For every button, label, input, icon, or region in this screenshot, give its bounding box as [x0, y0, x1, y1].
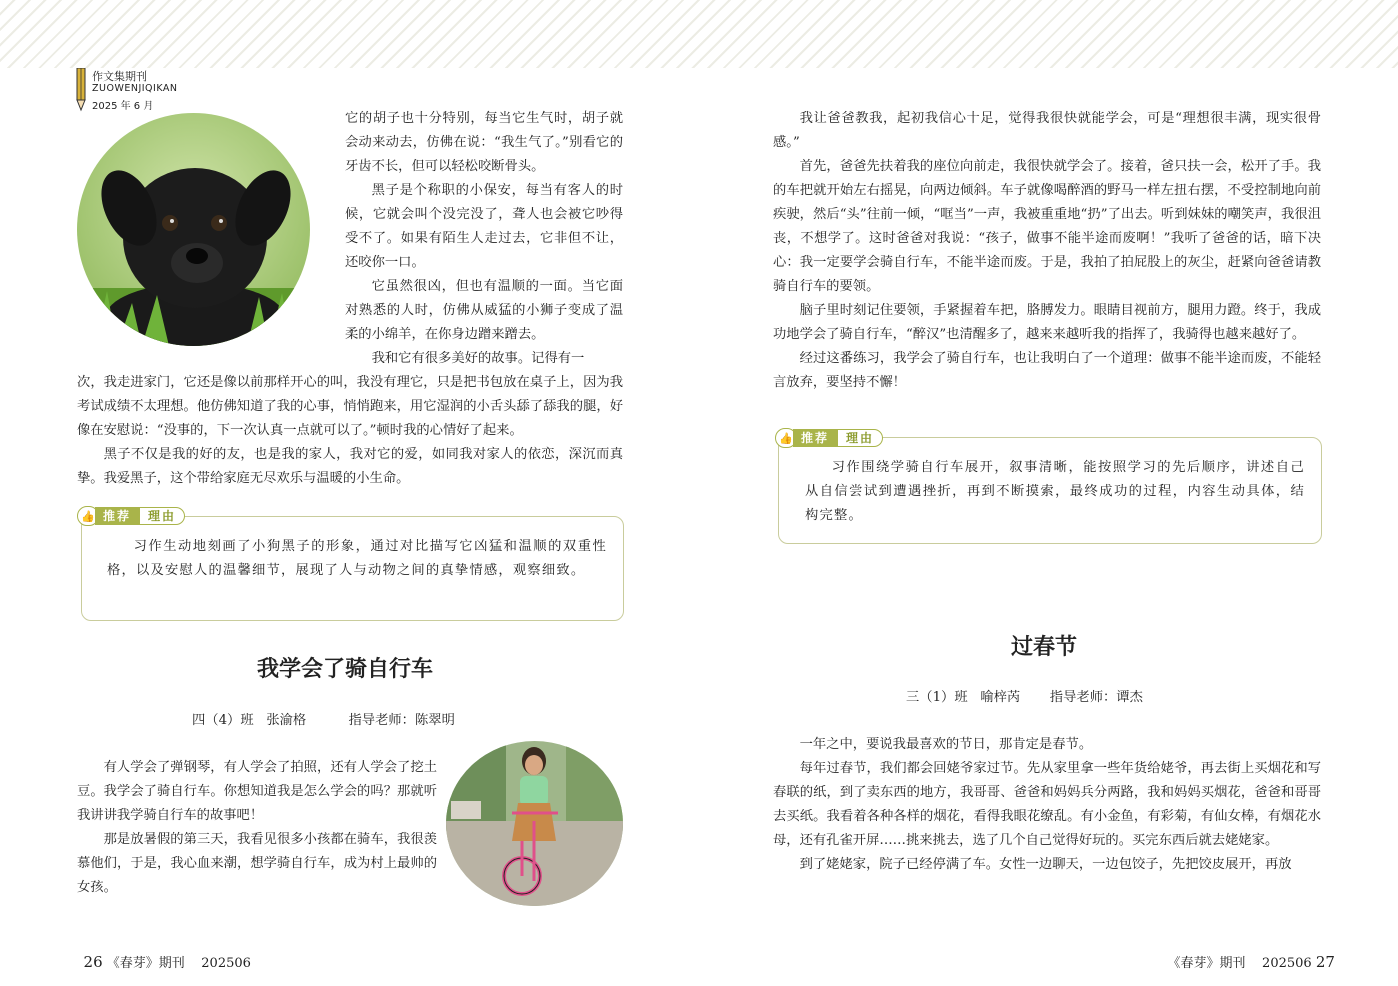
article-byline: 四（4）班 张渝格 指导老师：陈翠明	[192, 713, 455, 728]
rec-tag-label-b: 理由	[837, 429, 883, 447]
puppy-photo	[77, 113, 310, 346]
girl-bike-photo	[446, 741, 623, 906]
footer-text: 《春芽》期刊 202506	[1167, 956, 1316, 971]
paragraph: 首先，爸爸先扶着我的座位向前走，我很快就学会了。接着，爸只扶一会，松开了手。我的车把就开始左右摇晃，向两边倾斜。车子就像喝醉酒的野马一样左扭右摆，不受控制地向前疾驶，然后“头”往前一倾，“哐当”一声，我被重重地“扔”了出去。听到妹妹的嘲笑声，我很沮丧，不想学了。这时爸爸对我说：“孩子，做事不能半途而废啊！”我听了爸爸的话，暗下决心：我一定要学会骑自行车，不能半途而废。于是，我拍了拍屁股上的灰尘，赶紧向爸爸请教骑自行车的要领。	[773, 159, 1321, 294]
rec-tag-label-a: 推荐	[793, 429, 837, 447]
rec-tag-label-a: 推荐	[95, 507, 139, 525]
paragraph: 每年过春节，我们都会回姥爷家过节。先从家里拿一些年货给姥爷，再去街上买烟花和写春联的纸，到了卖东西的地方，我哥哥、爸爸和妈妈兵分两路，我和妈妈买烟花，爸爸和哥哥去买纸。我看着各种各样的烟花，看得我眼花缭乱。有小金鱼，有彩菊，有仙女棒，有烟花水母，还有孔雀开屏……挑来挑去，选了几个自己觉得好玩的。买完东西后就去姥姥家。	[773, 761, 1321, 848]
paragraph: 我和它有很多美好的故事。记得有一	[371, 351, 585, 366]
paragraph: 它的胡子也十分特别，每当它生气时，胡子就会动来动去，仿佛在说：“我生气了。”别看它的牙齿不长，但可以轻松咬断骨头。	[345, 111, 623, 174]
issue-date: 2025 年 6 月	[92, 101, 154, 112]
recommendation-tag	[77, 506, 185, 526]
spring-festival-text	[773, 733, 1321, 877]
paragraph: 黑子是个称职的小保安，每当有客人的时候，它就会叫个没完没了，聋人也会被它吵得受不了。如果有陌生人走过去，它非但不让，还咬你一口。	[345, 183, 623, 270]
paragraph: 一年之中，要说我最喜欢的节日，那肯定是春节。	[799, 737, 1093, 752]
footer-text: 《春芽》期刊 202506	[102, 956, 251, 971]
paragraph: 经过这番练习，我学会了骑自行车，也让我明白了一个道理：做事不能半途而废，不能轻言放弃，要坚持不懈！	[773, 351, 1321, 390]
paragraph: 到了姥姥家，院子已经停满了车。女性一边聊天，一边包饺子，先把饺皮展开，再放	[799, 857, 1292, 872]
journal-name: 作文集期刊	[92, 70, 147, 83]
rec-tag-label-b: 理由	[139, 507, 185, 525]
bike-intro-text	[77, 756, 437, 900]
paragraph: 那是放暑假的第三天，我看见很多小孩都在骑车，我很羡慕他们，于是，我心血来潮，想学骑自行车，成为村上最帅的女孩。	[77, 832, 437, 895]
paragraph: 次，我走进家门，它还是像以前那样开心的叫，我没有理它，只是把书包放在桌子上，因为我考试成绩不太理想。他仿佛知道了我的心事，悄悄跑来，用它湿润的小舌头舔了舔我的腿，好像在安慰说：“没事的，下一次认真一点就可以了。”顿时我的心情好了起来。	[77, 375, 623, 438]
page-footer	[67, 937, 251, 986]
journal-pinyin: ZUOWENJIQIKAN	[92, 83, 178, 94]
recommendation-text: 习作围绕学骑自行车展开，叙事清晰，能按照学习的先后顺序，讲述自己从自信尝试到遭遇挫折，再到不断摸索，最终成功的过程，内容生动具体，结构完整。	[805, 460, 1305, 523]
article-title: 过春节	[1010, 635, 1077, 660]
thumbs-up-icon: 👍	[77, 506, 99, 526]
paragraph: 有人学会了弹钢琴，有人学会了拍照，还有人学会了挖土豆。我学会了骑自行车。你想知道我是怎么学会的吗？那就听我讲讲我学骑自行车的故事吧！	[77, 760, 437, 823]
paragraph: 脑子里时刻记住要领，手紧握着车把，胳膊发力。眼睛目视前方，腿用力蹬。终于，我成功地学会了骑自行车，“醉汉”也清醒多了，越来来越听我的指挥了，我骑得也越来越好了。	[773, 303, 1321, 342]
paragraph: 它虽然很凶，但也有温顺的一面。当它面对熟悉的人时，仿佛从威猛的小狮子变成了温柔的小绵羊，在你身边蹭来蹭去。	[345, 279, 623, 342]
article-title: 我学会了骑自行车	[256, 657, 433, 682]
dog-text-wrapped	[345, 107, 623, 371]
page-number: 26	[83, 953, 103, 971]
bike-story-text	[773, 107, 1321, 395]
paragraph: 我让爸爸教我，起初我信心十足，觉得我很快就能学会，可是“理想很丰满，现实很骨感。”	[773, 111, 1321, 150]
recommendation-tag	[775, 428, 883, 448]
pencil-icon	[76, 68, 86, 112]
page-number: 27	[1315, 953, 1335, 971]
recommendation-text: 习作生动地刻画了小狗黑子的形象，通过对比描写它凶猛和温顺的双重性格，以及安慰人的温馨细节，展现了人与动物之间的真挚情感，观察细致。	[107, 539, 607, 578]
page-footer	[1151, 937, 1335, 986]
paragraph: 黑子不仅是我的好的友，也是我的家人，我对它的爱，如同我对家人的依恋，深沉而真挚。我爱黑子，这个带给家庭无尽欢乐与温暖的小生命。	[77, 447, 623, 486]
thumbs-up-icon: 👍	[775, 428, 797, 448]
dog-text-full	[77, 371, 623, 491]
right-page	[699, 0, 1398, 982]
article-byline: 三（1）班 喻梓芮 指导老师：谭杰	[906, 690, 1143, 705]
left-page	[0, 0, 699, 982]
